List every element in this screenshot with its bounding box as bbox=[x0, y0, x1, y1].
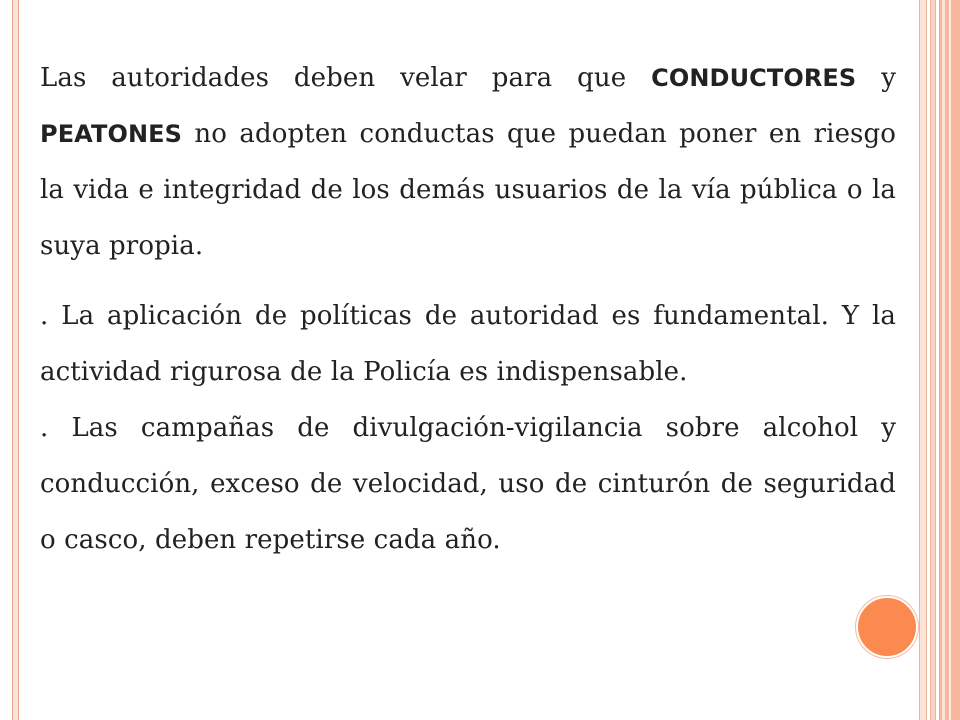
slide-body bbox=[40, 50, 896, 568]
right-decorative-stripe-1 bbox=[942, 0, 945, 720]
paragraph-campaigns: . Las campañas de divulgación-vigilancia sobre alcohol y conducción, exceso de velocidad, uso de cinturón de seguridad o casco, deben repetirse cada año. bbox=[40, 413, 896, 555]
paragraph-1-connector: y bbox=[856, 63, 897, 93]
keyword-conductores: CONDUCTORES bbox=[651, 64, 857, 92]
paragraph-1-intro: Las autoridades deben velar para que bbox=[40, 63, 652, 93]
right-decorative-band-2 bbox=[930, 0, 936, 720]
paragraph-policies: . La aplicación de políticas de autoridad es fundamental. Y la actividad rigurosa de la Policía es indispensable. bbox=[40, 301, 896, 387]
keyword-peatones: PEATONES bbox=[40, 120, 183, 148]
paragraph-authorities bbox=[40, 50, 896, 274]
orange-circle-decoration bbox=[856, 596, 918, 658]
left-decorative-border bbox=[12, 0, 19, 720]
right-decorative-band-1 bbox=[919, 0, 927, 720]
right-decorative-stripe-2 bbox=[949, 0, 951, 720]
paragraph-1-rest: no adopten conductas que puedan poner en riesgo la vida e integridad de los demás usuarios de la vía pública o la suya propia. bbox=[40, 119, 896, 261]
